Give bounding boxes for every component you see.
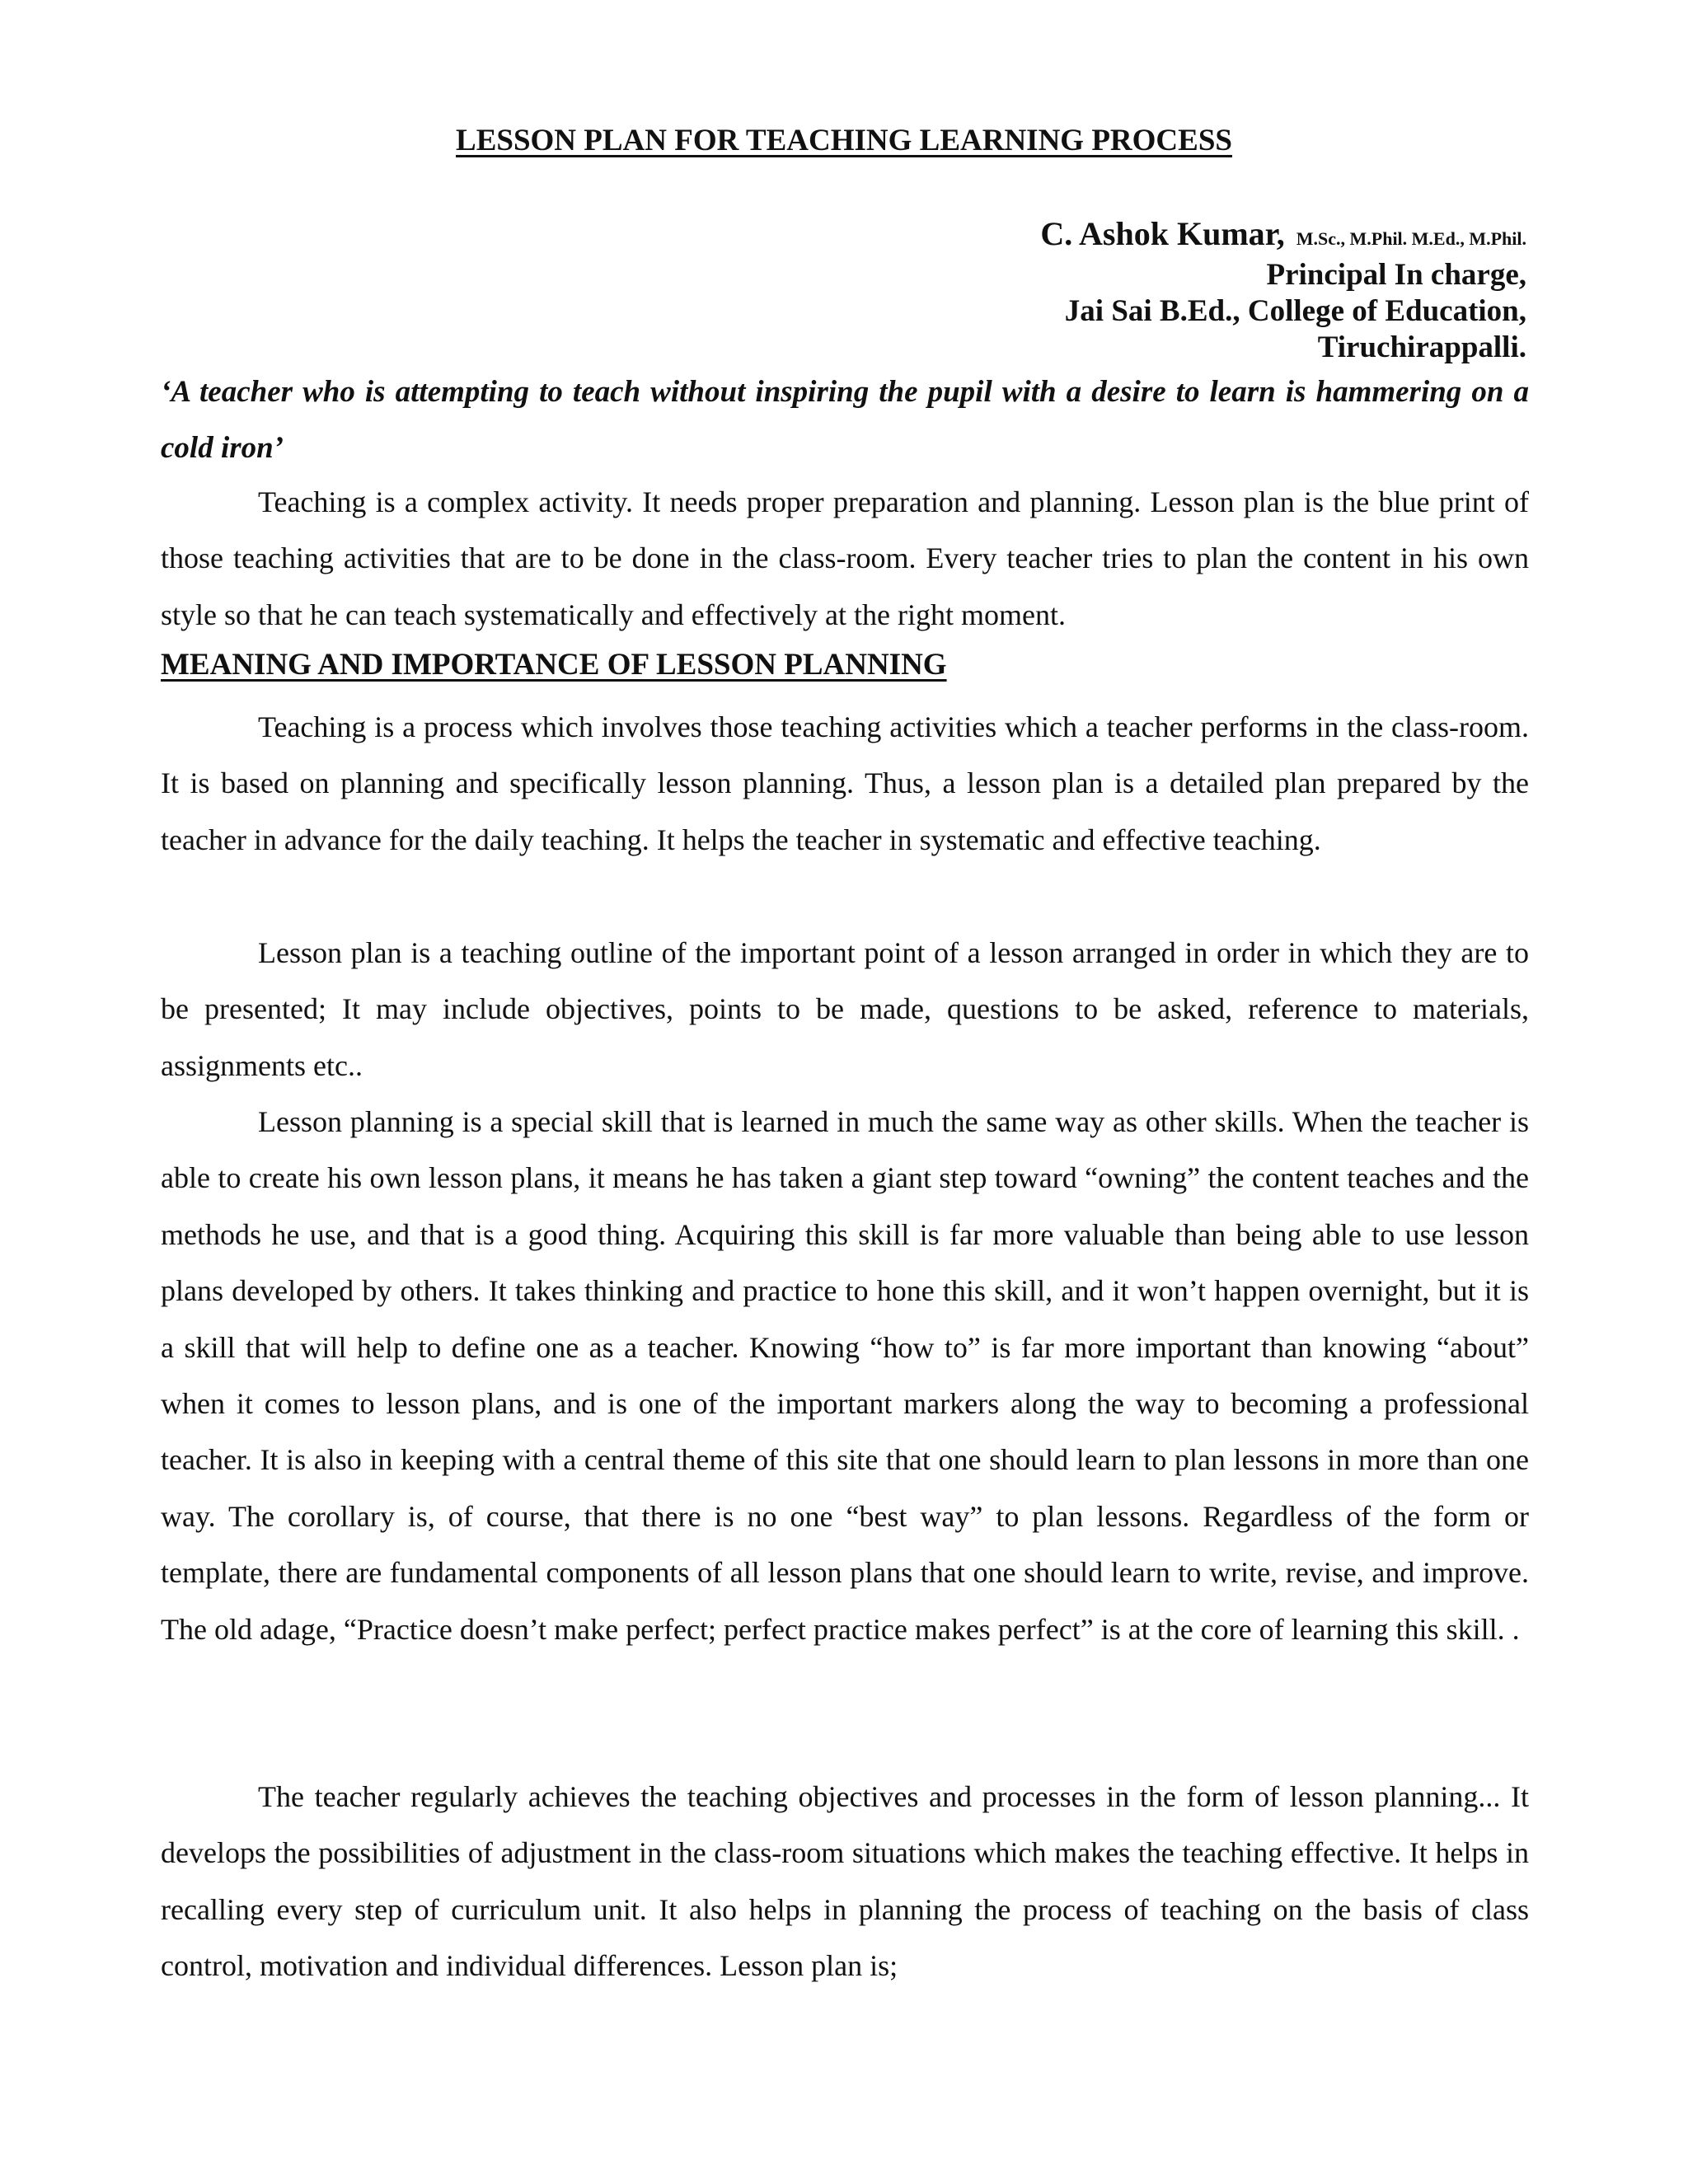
- document-title: [0, 122, 1688, 160]
- author-city: Tiruchirappalli.: [1317, 330, 1526, 364]
- opening-quote: ‘A teacher who is attempting to teach without inspiring the pupil with a desire to learn is hammering on a cold iron’: [161, 375, 1529, 465]
- body-paragraph-1: Teaching is a process which involves those teaching activities which a teacher performs in the class-room. It is based on planning and specifically lesson planning. Thus, a lesson plan is a detailed plan prepared by the teacher in advance for the daily teaching. It helps the teacher in systematic and effective teaching.: [161, 710, 1529, 856]
- author-qualifications: M.Sc., M.Phil. M.Ed., M.Phil.: [1296, 228, 1526, 249]
- author-name: C. Ashok Kumar,: [1040, 215, 1285, 252]
- author-name-line: [1040, 216, 1526, 257]
- author-position: Principal In charge,: [1266, 258, 1526, 292]
- title-text: LESSON PLAN FOR TEACHING LEARNING PROCESS: [456, 124, 1232, 157]
- author-institution: Jai Sai B.Ed., College of Education,: [1064, 294, 1526, 328]
- author-block: [1040, 216, 1526, 366]
- body-paragraph-4: The teacher regularly achieves the teaching objectives and processes in the form of lesson planning... It develops the possibilities of adjustment in the class-room situations which makes the teaching effective. It helps in recalling every step of curriculum unit. It also helps in planning the process of teaching on the basis of class control, motivation and individual differences. Lesson plan is;: [161, 1780, 1529, 1983]
- body-paragraph-2: Lesson plan is a teaching outline of the important point of a lesson arranged in order in which they are to be presented; It may include objectives, points to be made, questions to be asked, reference to materials, assignments etc..: [161, 936, 1529, 1082]
- intro-paragraph: Teaching is a complex activity. It needs proper preparation and planning. Lesson plan is the blue print of those teaching activities that are to be done in the class-room. Every teacher tries to plan the content in his own style so that he can teach systematically and effectively at the right moment.: [161, 485, 1529, 631]
- section-heading: MEANING AND IMPORTANCE OF LESSON PLANNING: [161, 648, 947, 682]
- body-paragraph-3: Lesson planning is a special skill that is learned in much the same way as other skills. When the teacher is able to create his own lesson plans, it means he has taken a giant step toward “owning” the content teaches and the methods he use, and that is a good thing. Acquiring this skill is far more valuable than being able to use lesson plans developed by others. It takes thinking and practice to hone this skill, and it won’t happen overnight, but it is a skill that will help to define one as a teacher. Knowing “how to” is far more important than knowing “about” when it comes to lesson plans, and is one of the important markers along the way to becoming a professional teacher. It is also in keeping with a central theme of this site that one should learn to plan lessons in more than one way. The corollary is, of course, that there is no one “best way” to plan lessons. Regardless of the form or template, there are fundamental components of all lesson plans that one should learn to write, revise, and improve. The old adage, “Practice doesn’t make perfect; perfect practice makes perfect” is at the core of learning this skill. .: [161, 1105, 1529, 1646]
